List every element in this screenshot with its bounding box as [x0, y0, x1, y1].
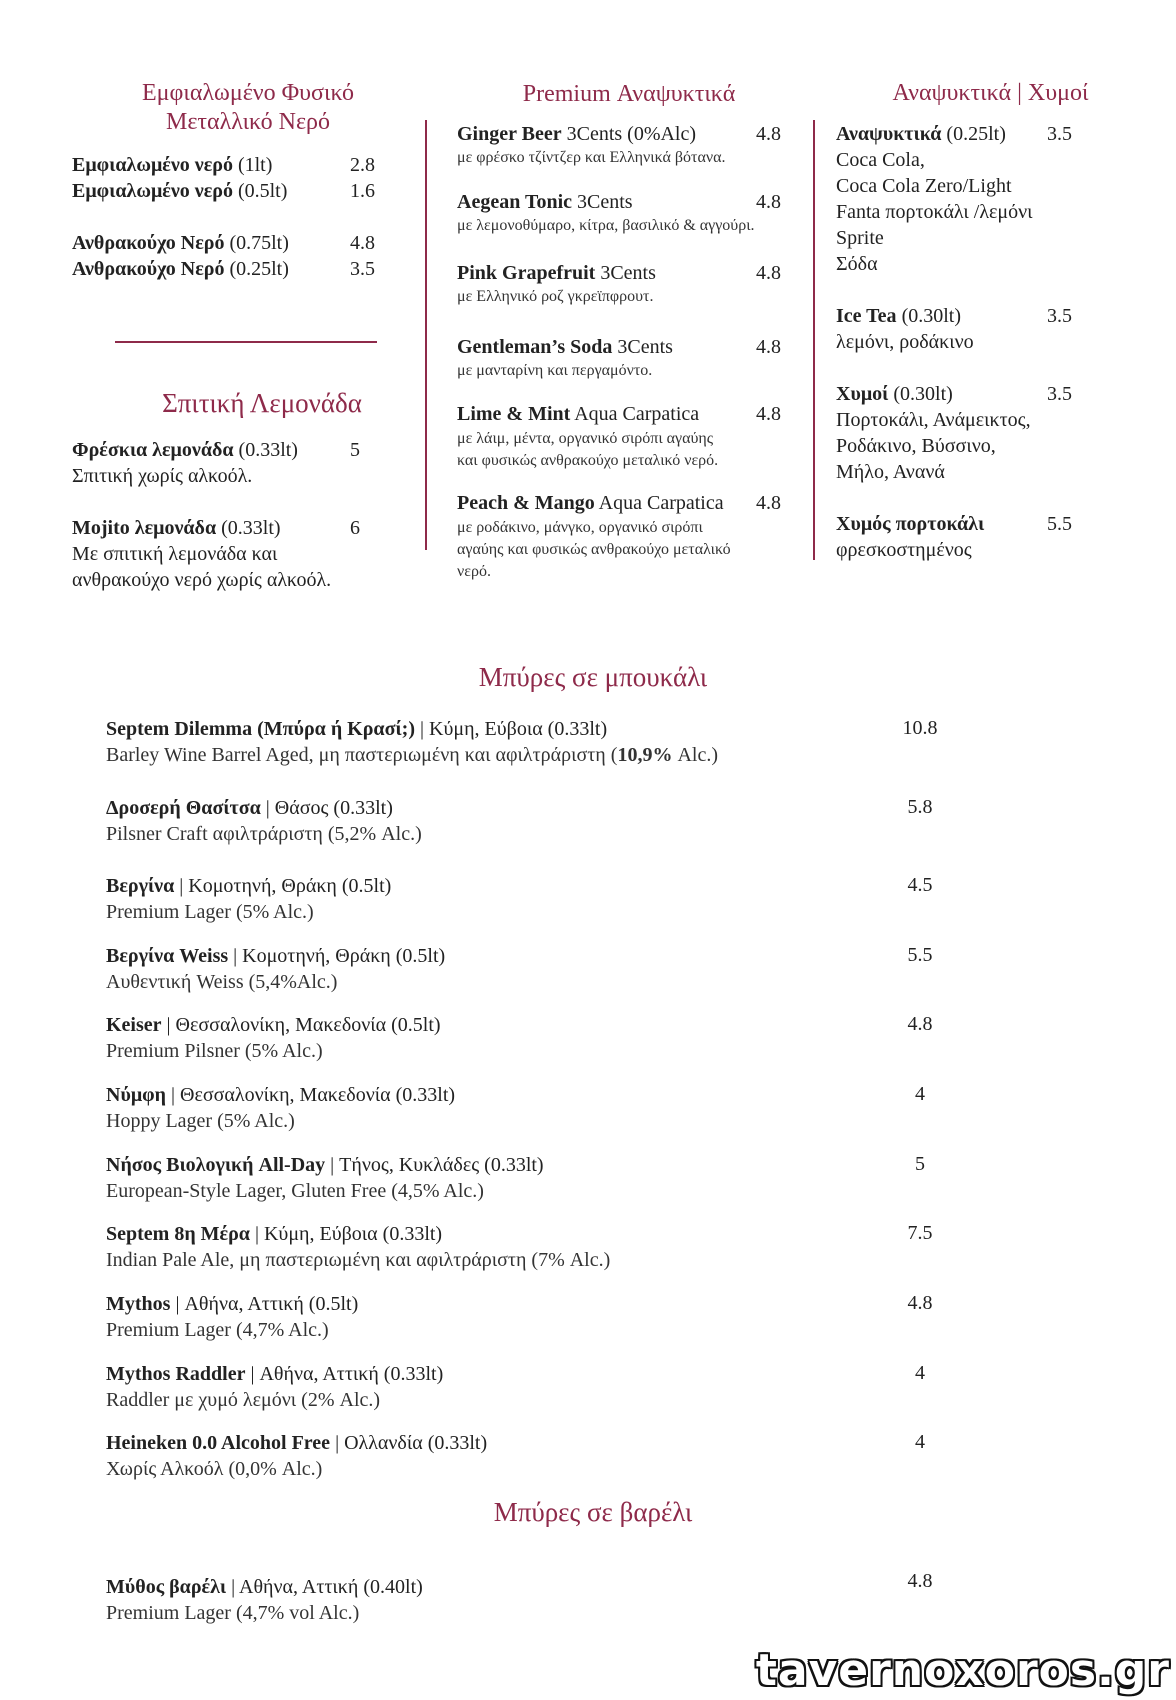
item-description: Σπιτική χωρίς αλκοόλ. — [72, 465, 253, 487]
item-description: λεμόνι, ροδάκινο — [836, 331, 974, 353]
water-item — [72, 152, 272, 178]
item-size: (0.5lt) — [237, 180, 288, 202]
item-brand: 3Cents — [617, 336, 673, 358]
item-name: Mojito λεμονάδα — [72, 517, 217, 539]
item-name: Gentleman’s Soda — [457, 336, 613, 358]
premium-item — [457, 490, 724, 516]
column-divider — [425, 120, 427, 550]
beer-item — [106, 1221, 442, 1247]
premium-section-title: Premium Αναψυκτικά — [522, 81, 736, 107]
beer-item — [106, 1012, 441, 1038]
beer-price: 5.5 — [907, 944, 933, 966]
item-price: 2.8 — [350, 154, 375, 176]
beer-price: 4.8 — [907, 1013, 933, 1035]
beer-origin: | Κύμη, Εύβοια (0.33lt) — [254, 1223, 443, 1245]
item-size: (0.33lt) — [221, 517, 281, 539]
item-description: και φυσικώς ανθρακούχο μεταλικό νερό. — [457, 452, 719, 469]
item-description: αγαύης και φυσικώς ανθρακούχο μεταλικό — [457, 541, 731, 558]
beer-name: Νύμφη — [106, 1084, 166, 1106]
item-name: Ανθρακούχο Νερό — [72, 232, 225, 254]
beer-name: Mythos Raddler — [106, 1363, 246, 1385]
beer-item — [106, 1152, 544, 1178]
beer-price: 10.8 — [902, 717, 938, 739]
item-price: 4.8 — [756, 123, 781, 145]
juices-item — [836, 381, 953, 407]
item-name: Peach & Mango — [457, 492, 595, 514]
beer-origin: | Ολλανδία (0.33lt) — [335, 1432, 488, 1454]
item-price: 4.8 — [756, 403, 781, 425]
beer-price: 4.5 — [907, 874, 933, 896]
item-name: Lime & Mint — [457, 403, 571, 425]
beer-origin: | Κομοτηνή, Θράκη (0.5lt) — [233, 945, 446, 967]
item-description: Μήλο, Ανανά — [836, 461, 945, 483]
item-size: (0.30lt) — [893, 383, 953, 405]
premium-item — [457, 401, 699, 427]
item-price: 3.5 — [350, 258, 375, 280]
beer-origin: | Κύμη, Εύβοια (0.33lt) — [420, 718, 608, 740]
beer-name: Septem 8η Μέρα — [106, 1223, 250, 1245]
item-price: 4.8 — [756, 262, 781, 284]
softdrinks-item — [836, 121, 1006, 147]
item-name: Χυμός πορτοκάλι — [836, 513, 985, 535]
item-brand: 3Cents — [577, 191, 633, 213]
beer-item — [106, 943, 445, 969]
column-divider — [813, 120, 815, 560]
beer-description: Premium Lager (4,7% Alc.) — [106, 1319, 329, 1341]
item-brand: Aqua Carpatica — [574, 403, 700, 425]
beer-origin: | Κομοτηνή, Θράκη (0.5lt) — [179, 875, 392, 897]
beer-item — [106, 795, 393, 821]
item-name: Pink Grapefruit — [457, 262, 596, 284]
beer-description: Pilsner Craft αφιλτράριστη (5,2% Alc.) — [106, 823, 422, 845]
item-name: Ανθρακούχο Νερό — [72, 258, 225, 280]
item-description: Coca Cola, — [836, 149, 925, 171]
item-name: Αναψυκτικά — [836, 123, 942, 145]
beer-price: 5.8 — [907, 796, 933, 818]
water-title-line2: Μεταλλικό Νερό — [165, 109, 331, 135]
water-title-line1: Εμφιαλωμένο Φυσικό — [141, 80, 355, 106]
beer-item — [106, 1082, 455, 1108]
beer-price: 4.8 — [907, 1292, 933, 1314]
beer-abv: 10,9% — [617, 744, 673, 766]
beer-name: Septem Dilemma (Μπύρα ή Κρασί;) — [106, 718, 415, 740]
beer-description: Premium Lager (4,7% vol Alc.) — [106, 1602, 360, 1624]
beer-origin: | Θάσος (0.33lt) — [265, 797, 393, 819]
beer-description — [106, 742, 718, 768]
beer-name: Heineken 0.0 Alcohol Free — [106, 1432, 331, 1454]
premium-item — [457, 121, 696, 147]
beer-item — [106, 1430, 487, 1456]
item-description: Πορτοκάλι, Ανάμεικτος, — [836, 409, 1031, 431]
item-size: (0.33lt) — [238, 439, 298, 461]
item-price: 4.8 — [756, 492, 781, 514]
water-item — [72, 230, 289, 256]
beer-price: 4.8 — [907, 1570, 933, 1592]
item-brand: 3Cents — [600, 262, 656, 284]
icetea-item — [836, 303, 961, 329]
item-price: 4.8 — [756, 191, 781, 213]
item-description: με μανταρίνη και περγαμόντο. — [457, 362, 653, 379]
item-size: (0.25lt) — [946, 123, 1006, 145]
beer-name: Βεργίνα — [106, 875, 175, 897]
item-price: 3.5 — [1047, 305, 1072, 327]
beer-item — [106, 873, 391, 899]
beer-description: Premium Pilsner (5% Alc.) — [106, 1040, 323, 1062]
item-description: με Ελληνικό ροζ γκρεϊπφρουτ. — [457, 288, 654, 305]
item-size: (0.30lt) — [901, 305, 961, 327]
beer-description: Raddler με χυμό λεμόνι (2% Alc.) — [106, 1389, 381, 1411]
item-description: με λεμονοθύμαρο, κίτρα, βασιλικό & αγγούρι. — [457, 217, 755, 234]
beer-origin: | Αθήνα, Αττική (0.5lt) — [175, 1293, 359, 1315]
item-size: (0.25lt) — [229, 258, 289, 280]
beer-description: Αυθεντική Weiss (5,4%Alc.) — [106, 971, 338, 993]
item-name: Ginger Beer — [457, 123, 562, 145]
item-description: Με σπιτική λεμονάδα και — [72, 543, 278, 565]
beer-description: European-Style Lager, Gluten Free (4,5% Alc.) — [106, 1180, 484, 1202]
beer-name: Νήσος Βιολογική All-Day — [106, 1154, 326, 1176]
item-size: (1lt) — [237, 154, 273, 176]
beer-item — [106, 1291, 358, 1317]
draft-beers-title: Μπύρες σε βαρέλι — [493, 1497, 693, 1527]
item-brand: 3Cents (0%Alc) — [566, 123, 697, 145]
beer-description: Indian Pale Ale, μη παστεριωμένη και αφιλτράριστη (7% Alc.) — [106, 1249, 611, 1271]
item-price: 6 — [350, 517, 360, 539]
item-description: Fanta πορτοκάλι /λεμόνι — [836, 201, 1033, 223]
beer-origin: | Θεσσαλονίκη, Μακεδονία (0.5lt) — [166, 1014, 441, 1036]
item-description: Sprite — [836, 227, 884, 249]
item-description: με λάιμ, μέντα, οργανικό σιρόπι αγαύης — [457, 430, 714, 447]
item-description: ανθρακούχο νερό χωρίς αλκοόλ. — [72, 569, 332, 591]
item-name: Aegean Tonic — [457, 191, 573, 213]
item-description: Ροδάκινο, Βύσσινο, — [836, 435, 996, 457]
item-price: 4.8 — [350, 232, 375, 254]
item-price: 5.5 — [1047, 513, 1072, 535]
item-price: 5 — [350, 439, 360, 461]
beer-desc-end: Alc.) — [672, 744, 718, 766]
item-description: φρεσκοστημένος — [836, 539, 972, 561]
orange-juice-item — [836, 511, 984, 537]
water-item — [72, 256, 289, 282]
water-item — [72, 178, 287, 204]
beer-name: Δροσερή Θασίτσα — [106, 797, 261, 819]
beer-origin: | Αθήνα, Αττική (0.33lt) — [250, 1363, 444, 1385]
beer-origin: | Τήνος, Κυκλάδες (0.33lt) — [330, 1154, 544, 1176]
beer-name: Βεργίνα Weiss — [106, 945, 229, 967]
item-name: Χυμοί — [836, 383, 889, 405]
item-description: Coca Cola Zero/Light — [836, 175, 1012, 197]
beer-origin: | Αθήνα, Αττική (0.40lt) — [231, 1576, 423, 1598]
item-description: Σόδα — [836, 253, 878, 275]
beer-name: Mythos — [106, 1293, 171, 1315]
beer-name: Keiser — [106, 1014, 162, 1036]
section-divider — [115, 341, 377, 343]
item-name: Ice Tea — [836, 305, 897, 327]
beer-item — [106, 1574, 423, 1600]
beer-description: Χωρίς Αλκοόλ (0,0% Alc.) — [106, 1458, 323, 1480]
site-watermark: tavernoxoros.gr — [755, 1645, 1170, 1696]
beer-price: 4 — [915, 1362, 925, 1384]
item-price: 3.5 — [1047, 123, 1072, 145]
beer-item — [106, 1361, 443, 1387]
bottled-beers-title: Μπύρες σε μπουκάλι — [478, 662, 708, 692]
beer-origin: | Θεσσαλονίκη, Μακεδονία (0.33lt) — [171, 1084, 456, 1106]
lemonade-section-title: Σπιτική Λεμονάδα — [162, 388, 362, 418]
beer-item — [106, 716, 607, 742]
beer-price: 4 — [915, 1083, 925, 1105]
beer-price: 5 — [915, 1153, 925, 1175]
beer-price: 7.5 — [907, 1222, 933, 1244]
item-size: (0.75lt) — [229, 232, 289, 254]
beer-description: Hoppy Lager (5% Alc.) — [106, 1110, 295, 1132]
premium-item — [457, 189, 633, 215]
beer-price: 4 — [915, 1431, 925, 1453]
beer-description: Premium Lager (5% Alc.) — [106, 901, 314, 923]
item-name: Φρέσκια λεμονάδα — [72, 439, 234, 461]
item-description: νερό. — [457, 563, 491, 580]
item-description: με ροδάκινο, μάνγκο, οργανικό σιρόπι — [457, 519, 703, 536]
lemonade-item — [72, 515, 281, 541]
soft-section-title: Αναψυκτικά | Χυμοί — [892, 80, 1089, 106]
item-price: 3.5 — [1047, 383, 1072, 405]
lemonade-item — [72, 437, 298, 463]
item-name: Εμφιαλωμένο νερό — [72, 180, 233, 202]
item-brand: Aqua Carpatica — [598, 492, 724, 514]
item-name: Εμφιαλωμένο νερό — [72, 154, 233, 176]
premium-item — [457, 260, 656, 286]
water-section-title — [118, 79, 378, 137]
item-description: με φρέσκο τζίντζερ και Ελληνικά βότανα. — [457, 149, 726, 166]
beer-desc-text: Barley Wine Barrel Aged, μη παστεριωμένη και αφιλτράριστη ( — [106, 744, 618, 766]
item-price: 4.8 — [756, 336, 781, 358]
beer-name: Μύθος βαρέλι — [106, 1576, 227, 1598]
item-price: 1.6 — [350, 180, 375, 202]
premium-item — [457, 334, 673, 360]
